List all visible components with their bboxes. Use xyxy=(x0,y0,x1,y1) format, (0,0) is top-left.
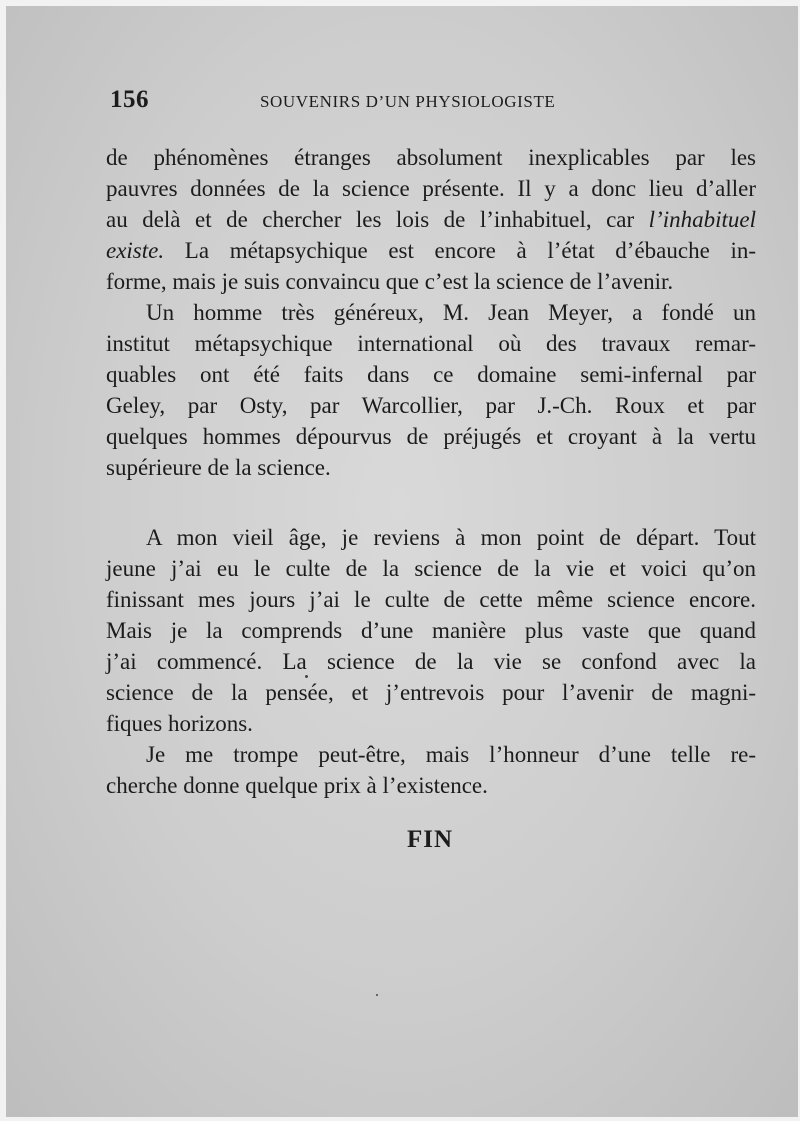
italic-segment: existe. xyxy=(106,238,165,263)
text-line: supérieure de la science. xyxy=(106,455,331,480)
paragraph-2 xyxy=(106,297,756,483)
text-segment: La métapsychique est encore à l’état d’ébauche in- xyxy=(184,238,757,263)
text-segment: au delà et de chercher les lois de l’inhabituel, car xyxy=(106,207,635,232)
text-line: Un homme très généreux, M. Jean Meyer, a fondé un xyxy=(146,300,756,325)
running-head xyxy=(110,86,760,120)
fin-heading: FIN xyxy=(406,826,454,853)
text-line: pauvres données de la science présente. Il y a donc lieu d’aller xyxy=(106,176,756,201)
running-title: SOUVENIRS D’UN PHYSIOLOGISTE xyxy=(260,92,556,111)
body-text xyxy=(106,142,756,801)
text-line: Geley, par Osty, par Warcollier, par J.-Ch. Roux et par xyxy=(106,393,756,418)
text-line: fiques horizons. xyxy=(106,711,253,736)
text-line: finissant mes jours j’ai le culte de cette même science encore. xyxy=(106,587,756,612)
text-line: quables ont été faits dans ce domaine semi-infernal par xyxy=(106,362,756,387)
section-gap xyxy=(106,483,756,522)
paragraph-1 xyxy=(106,142,756,297)
text-line xyxy=(106,204,756,235)
text-line: science de la pensée, et j’entrevois pour l’avenir de magni- xyxy=(106,680,756,705)
text-line: forme, mais je suis convaincu que c’est la science de l’avenir. xyxy=(106,269,674,294)
text-line: quelques hommes dépourvus de préjugés et croyant à la vertu xyxy=(106,424,756,449)
print-speck xyxy=(376,994,378,996)
paragraph-3 xyxy=(106,522,756,739)
text-line: Je me trompe peut-être, mais l’honneur d’une telle re- xyxy=(146,742,756,767)
text-line: j’ai commencé. La science de la vie se confond avec la xyxy=(106,649,756,674)
text-line: institut métapsychique international où des travaux remar- xyxy=(106,331,756,356)
print-speck xyxy=(305,675,308,678)
text-line xyxy=(106,235,756,266)
text-line: jeune j’ai eu le culte de la science de la vie et voici qu’on xyxy=(106,556,756,581)
text-line: cherche donne quelque prix à l’existence. xyxy=(106,773,488,798)
italic-segment: l’inhabituel xyxy=(648,207,756,232)
text-line: A mon vieil âge, je reviens à mon point de départ. Tout xyxy=(146,525,756,550)
page-number: 156 xyxy=(110,86,149,113)
text-line: de phénomènes étranges absolument inexplicables par les xyxy=(106,145,756,170)
paragraph-4 xyxy=(106,739,756,801)
text-line: Mais je la comprends d’une manière plus vaste que quand xyxy=(106,618,756,643)
